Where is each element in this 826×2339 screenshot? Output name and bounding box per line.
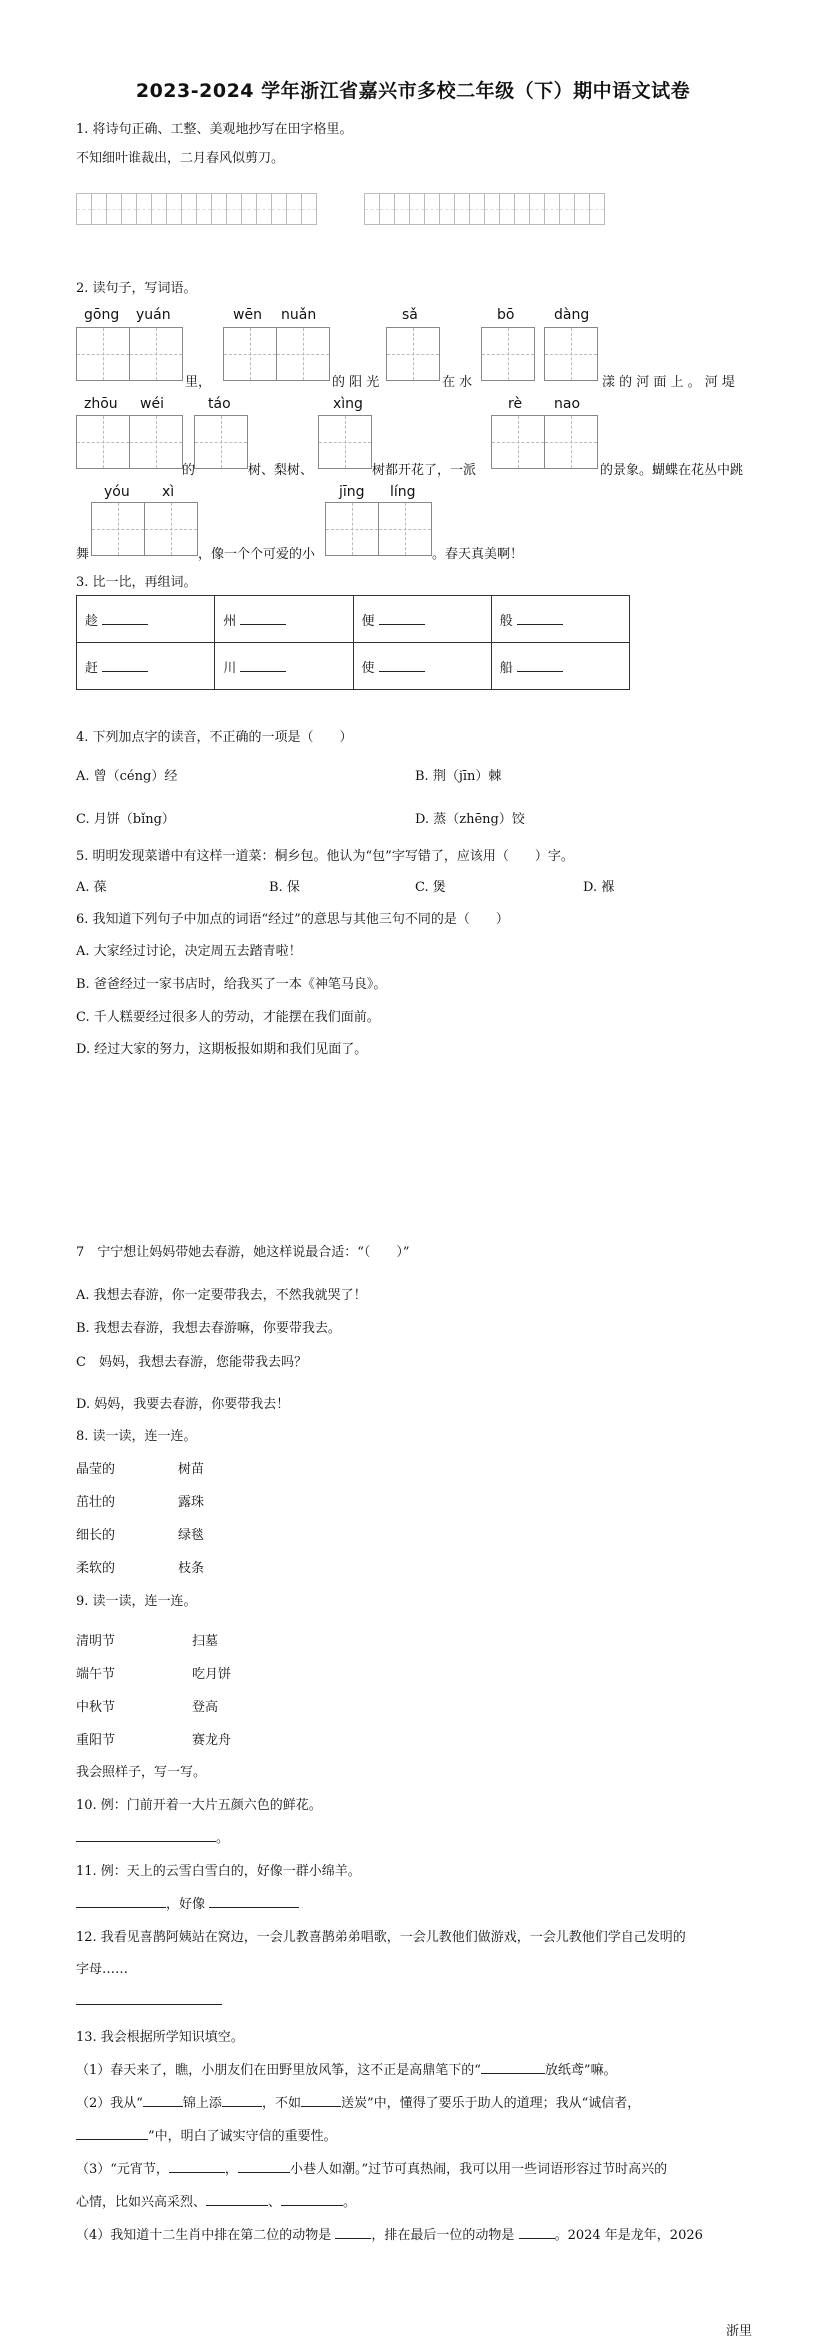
q9-left-item[interactable]: 重阳节 <box>76 1733 116 1748</box>
pinyin-gong: gōng <box>84 307 120 323</box>
writing-cell[interactable] <box>379 193 395 225</box>
q7-label: 7 宁宁想让妈妈带她去春游，她这样说最合适：“（ ）” <box>76 1245 410 1260</box>
q2-text: 的 阳 光 <box>332 375 380 390</box>
q4-option-a[interactable]: A. 曾（céng）经 <box>76 769 178 784</box>
answer-blank[interactable] <box>240 612 286 625</box>
pinyin-xing: xìng <box>333 396 363 412</box>
table-cell[interactable] <box>77 596 215 643</box>
pinyin-re: rè <box>508 396 523 412</box>
char: 川 <box>223 660 237 676</box>
answer-blank[interactable] <box>240 659 286 672</box>
pinyin-nuan: nuǎn <box>281 307 317 323</box>
q13-text: （4）我知道十二生肖中排在第二位的动物是 <box>76 2228 332 2243</box>
answer-box[interactable] <box>129 415 183 469</box>
writing-cell[interactable] <box>454 193 470 225</box>
answer-blank[interactable] <box>76 1829 216 1842</box>
q9-left-item[interactable]: 清明节 <box>76 1634 116 1649</box>
q6-label: 6. 我知道下列句子中加点的词语“经过”的意思与其他三句不同的是（ ） <box>76 912 509 927</box>
q1-writing-grid-left <box>76 193 316 225</box>
pinyin-zhou: zhōu <box>84 396 118 412</box>
char: 般 <box>499 613 513 629</box>
q8-right-item[interactable]: 绿毯 <box>178 1528 205 1543</box>
q10-answer-line <box>76 1827 229 1846</box>
table-cell[interactable] <box>215 596 353 643</box>
q5-label: 5. 明明发现菜谱中有这样一道菜：桐乡包。他认为“包”字写错了，应该用（ ）字。 <box>76 849 574 864</box>
table-row <box>77 596 630 643</box>
q4-option-d[interactable]: D. 蒸（zhēng）饺 <box>415 812 525 827</box>
q13-item-2-cont <box>76 2125 337 2144</box>
answer-blank[interactable] <box>209 1895 299 1908</box>
footer-text: 浙里 <box>725 2324 752 2339</box>
q1-label: 1. 将诗句正确、工整、美观地抄写在田字格里。 <box>76 122 353 137</box>
writing-cell[interactable] <box>91 193 107 225</box>
table-cell[interactable] <box>215 643 353 690</box>
char: 便 <box>361 613 375 629</box>
q13-text: ，不如 <box>261 2096 301 2111</box>
q13-text: 。2024 年是龙年，2026 <box>554 2228 703 2243</box>
pinyin-nao: nao <box>554 396 581 412</box>
answer-box[interactable] <box>76 415 130 469</box>
writing-cell[interactable] <box>256 193 272 225</box>
pinyin-ling: líng <box>390 484 416 500</box>
answer-box[interactable] <box>318 415 372 469</box>
q13-text: （3）“元宵节， <box>76 2162 169 2177</box>
q10-end: 。 <box>216 1831 230 1846</box>
q2-text: ，像一个个可爱的小 <box>198 547 316 562</box>
q8-right-item[interactable]: 树苗 <box>178 1462 205 1477</box>
answer-box[interactable] <box>544 415 598 469</box>
q1-poem: 不知细叶谁裁出，二月春风似剪刀。 <box>76 151 285 166</box>
q9-label: 9. 读一读，连一连。 <box>76 1594 197 1609</box>
writing-cell[interactable] <box>301 193 317 225</box>
q13-item-3 <box>76 2158 667 2177</box>
pinyin-jing: jīng <box>339 484 365 500</box>
q9-right-item[interactable]: 赛龙舟 <box>192 1733 232 1748</box>
char: 使 <box>361 660 375 676</box>
writing-cell[interactable] <box>211 193 227 225</box>
answer-box[interactable] <box>386 327 440 381</box>
writing-cell[interactable] <box>469 193 485 225</box>
q4-option-c[interactable]: C. 月饼（bǐng） <box>76 812 175 827</box>
answer-box[interactable] <box>544 327 598 381</box>
q2-text: 。春天真美啊！ <box>432 547 524 562</box>
answer-box[interactable] <box>378 502 432 556</box>
q2-text: 树都开花了，一派 <box>372 463 477 478</box>
pinyin-dang: dàng <box>554 307 590 323</box>
q8-right-item[interactable]: 枝条 <box>178 1561 205 1576</box>
answer-box[interactable] <box>129 327 183 381</box>
writing-cell[interactable] <box>409 193 425 225</box>
answer-box[interactable] <box>91 502 145 556</box>
writing-cell[interactable] <box>166 193 182 225</box>
answer-box[interactable] <box>223 327 277 381</box>
writing-cell[interactable] <box>106 193 122 225</box>
q2-text: 里， <box>185 375 212 390</box>
pinyin-wen: wēn <box>233 307 262 323</box>
q6-option-d[interactable]: D. 经过大家的努力，这期板报如期和我们见面了。 <box>76 1042 368 1057</box>
q8-left-item[interactable]: 柔软的 <box>76 1561 116 1576</box>
q13-item-2 <box>76 2092 640 2111</box>
q9-right-item[interactable]: 扫墓 <box>192 1634 219 1649</box>
writing-cell[interactable] <box>121 193 137 225</box>
pinyin-sa: sǎ <box>402 307 418 323</box>
pinyin-tao: táo <box>208 396 231 412</box>
writing-cell[interactable] <box>271 193 287 225</box>
table-cell[interactable] <box>491 596 629 643</box>
answer-blank[interactable] <box>238 2160 290 2173</box>
table-row <box>77 643 630 690</box>
char: 赶 <box>85 660 99 676</box>
q11-mid: ，好像 <box>166 1897 206 1912</box>
q8-right-item[interactable]: 露珠 <box>178 1495 205 1510</box>
q8-left-item[interactable]: 晶莹的 <box>76 1462 116 1477</box>
q8-left-item[interactable]: 细长的 <box>76 1528 116 1543</box>
answer-box[interactable] <box>194 415 248 469</box>
char: 州 <box>223 613 237 629</box>
answer-box[interactable] <box>276 327 330 381</box>
answer-blank[interactable] <box>76 1992 222 2005</box>
q12-line1: 12. 我看见喜鹊阿姨站在窝边，一会儿教喜鹊弟弟唱歌，一会儿教他们做游戏，一会儿教他们学自己发明的 <box>76 1930 686 1945</box>
answer-blank[interactable] <box>76 1895 166 1908</box>
writing-cell[interactable] <box>529 193 545 225</box>
q13-text: ，排在最后一位的动物是 <box>371 2228 515 2243</box>
q9-left-item[interactable]: 端午节 <box>76 1667 116 1682</box>
answer-blank[interactable] <box>519 2226 555 2239</box>
q10-label: 10. 例：门前开着一大片五颜六色的鲜花。 <box>76 1798 322 1813</box>
q12-line2: 字母…… <box>76 1962 129 1977</box>
section-heading: 我会照样子，写一写。 <box>76 1765 207 1780</box>
q1-writing-grid-right <box>364 193 604 225</box>
answer-blank[interactable] <box>206 2193 268 2206</box>
q8-label: 8. 读一读，连一连。 <box>76 1429 197 1444</box>
table-cell[interactable] <box>353 596 491 643</box>
writing-cell[interactable] <box>196 193 212 225</box>
answer-blank[interactable] <box>517 612 563 625</box>
q13-item-4 <box>76 2224 703 2243</box>
writing-cell[interactable] <box>181 193 197 225</box>
q2-text: 的 <box>182 463 196 478</box>
table-cell[interactable] <box>77 643 215 690</box>
writing-cell[interactable] <box>424 193 440 225</box>
q7-option-b[interactable]: B. 我想去春游，我想去春游嘛，你要带我去。 <box>76 1321 341 1336</box>
q13-text: （1）春天来了，瞧，小朋友们在田野里放风筝，这不正是高鼎笔下的“ <box>76 2063 481 2078</box>
answer-box[interactable] <box>491 415 545 469</box>
q13-text: 锦上添 <box>182 2096 222 2111</box>
table-cell[interactable] <box>353 643 491 690</box>
writing-cell[interactable] <box>484 193 500 225</box>
q6-option-b[interactable]: B. 爸爸经过一家书店时，给我买了一本《神笔马良》。 <box>76 977 387 992</box>
answer-box[interactable] <box>325 502 379 556</box>
answer-blank[interactable] <box>102 659 148 672</box>
q5-option-c[interactable]: C. 煲 <box>415 880 446 895</box>
answer-blank[interactable] <box>517 659 563 672</box>
q9-right-item[interactable]: 登高 <box>192 1700 219 1715</box>
q12-answer-line <box>76 1992 222 2009</box>
q5-option-d[interactable]: D. 褓 <box>583 880 615 895</box>
q9-left-item[interactable]: 中秋节 <box>76 1700 116 1715</box>
q4-option-b[interactable]: B. 荆（jīn）棘 <box>415 769 502 784</box>
page-title: 2023-2024 学年浙江省嘉兴市多校二年级（下）期中语文试卷 <box>135 80 691 102</box>
q7-option-d[interactable]: D. 妈妈，我要去春游，你要带我去！ <box>76 1397 290 1412</box>
answer-blank[interactable] <box>335 2226 371 2239</box>
answer-blank[interactable] <box>281 2193 343 2206</box>
table-cell[interactable] <box>491 643 629 690</box>
q2-text: 漾 的 河 面 上 。 河 堤 <box>602 375 735 390</box>
q3-label: 3. 比一比，再组词。 <box>76 575 197 590</box>
pinyin-xi: xì <box>162 484 175 500</box>
char: 船 <box>499 660 513 676</box>
q13-text: ”中，明白了诚实守信的重要性。 <box>148 2129 337 2144</box>
q13-label: 13. 我会根据所学知识填空。 <box>76 2030 244 2045</box>
q13-text: （2）我从“ <box>76 2096 143 2111</box>
answer-blank[interactable] <box>379 659 425 672</box>
q7-option-c[interactable]: C 妈妈，我想去春游，您能带我去吗？ <box>76 1355 307 1370</box>
q11-answer-line <box>76 1893 299 1912</box>
q6-option-a[interactable]: A. 大家经过讨论，决定周五去踏青啦！ <box>76 944 302 959</box>
writing-cell[interactable] <box>286 193 302 225</box>
q13-text: 、 <box>268 2195 282 2210</box>
pinyin-yuan: yuán <box>136 307 171 323</box>
q4-label: 4. 下列加点字的读音，不正确的一项是（ ） <box>76 730 353 745</box>
writing-cell[interactable] <box>589 193 605 225</box>
q13-item-1 <box>76 2059 617 2078</box>
answer-blank[interactable] <box>102 612 148 625</box>
q9-right-item[interactable]: 吃月饼 <box>192 1667 232 1682</box>
writing-cell[interactable] <box>574 193 590 225</box>
answer-blank[interactable] <box>169 2160 225 2173</box>
q2-text: 在 水 <box>442 375 473 390</box>
q13-text: 。 <box>343 2195 357 2210</box>
q7-option-a[interactable]: A. 我想去春游，你一定要带我去，不然我就哭了！ <box>76 1288 367 1303</box>
q13-text: 放纸鸢”嘛。 <box>544 2063 617 2078</box>
q13-text: 心情，比如兴高采烈、 <box>76 2195 207 2210</box>
writing-cell[interactable] <box>364 193 380 225</box>
answer-box[interactable] <box>481 327 535 381</box>
answer-blank[interactable] <box>379 612 425 625</box>
char: 趁 <box>85 613 99 629</box>
writing-cell[interactable] <box>544 193 560 225</box>
answer-blank[interactable] <box>76 2127 148 2140</box>
q13-text: ， <box>224 2162 238 2177</box>
q6-option-c[interactable]: C. 千人糕要经过很多人的劳动，才能摆在我们面前。 <box>76 1010 380 1025</box>
writing-cell[interactable] <box>514 193 530 225</box>
q5-option-b[interactable]: B. 保 <box>269 880 300 895</box>
q3-compare-table <box>76 595 630 690</box>
q13-item-3-cont <box>76 2191 356 2210</box>
q13-text: 送炭”中，懂得了要乐于助人的道理；我从“诚信者， <box>340 2096 641 2111</box>
writing-cell[interactable] <box>136 193 152 225</box>
q2-text: 树、梨树、 <box>248 463 314 478</box>
answer-blank[interactable] <box>143 2094 183 2107</box>
q2-label: 2. 读句子，写词语。 <box>76 281 197 296</box>
answer-box[interactable] <box>76 327 130 381</box>
q11-label: 11. 例：天上的云雪白雪白的，好像一群小绵羊。 <box>76 1864 361 1879</box>
writing-cell[interactable] <box>226 193 242 225</box>
q8-left-item[interactable]: 茁壮的 <box>76 1495 116 1510</box>
writing-cell[interactable] <box>439 193 455 225</box>
pinyin-you: yóu <box>104 484 130 500</box>
q2-text: 舞 <box>76 547 90 562</box>
writing-cell[interactable] <box>76 193 92 225</box>
q2-text: 的景象。蝴蝶在花丛中跳 <box>600 463 744 478</box>
answer-blank[interactable] <box>222 2094 262 2107</box>
pinyin-wei: wéi <box>140 396 164 412</box>
answer-blank[interactable] <box>301 2094 341 2107</box>
answer-blank[interactable] <box>481 2061 545 2074</box>
pinyin-bo: bō <box>497 307 515 323</box>
q5-option-a[interactable]: A. 葆 <box>76 880 107 895</box>
writing-cell[interactable] <box>241 193 257 225</box>
writing-cell[interactable] <box>499 193 515 225</box>
writing-cell[interactable] <box>151 193 167 225</box>
answer-box[interactable] <box>144 502 198 556</box>
writing-cell[interactable] <box>394 193 410 225</box>
q13-text: 小巷人如潮。”过节可真热闹，我可以用一些词语形容过节时高兴的 <box>289 2162 668 2177</box>
writing-cell[interactable] <box>559 193 575 225</box>
